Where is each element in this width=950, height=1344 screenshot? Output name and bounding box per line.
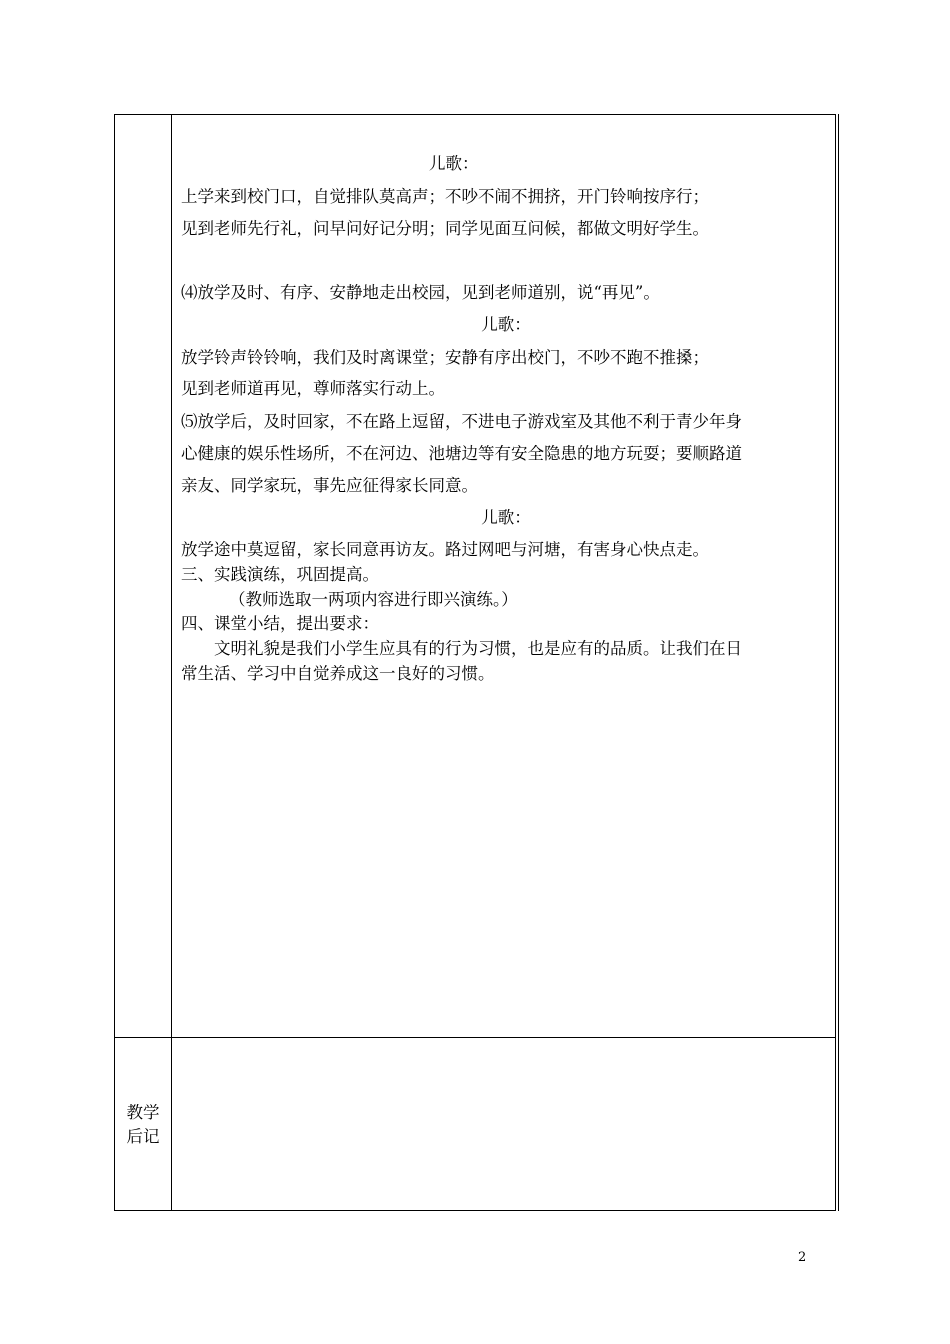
label-line-2: 后记 <box>126 1127 160 1146</box>
section-heading: 三、实践演练，巩固提高。 <box>181 565 379 584</box>
content-line: 心健康的娱乐性场所，不在河边、池塘边等有安全隐患的地方玩耍；要顺路道 <box>181 444 742 463</box>
content-line: 上学来到校门口，自觉排队莫高声；不吵不闹不拥挤，开门铃响按序行； <box>181 187 709 206</box>
teaching-notes-label <box>115 1101 171 1149</box>
label-line-1: 教学 <box>126 1103 160 1122</box>
content-line: ⑸放学后，及时回家，不在路上逗留，不进电子游戏室及其他不利于青少年身 <box>181 412 742 431</box>
content-line: 见到老师道再见，尊师落实行动上。 <box>181 379 445 398</box>
content-line: （教师选取一两项内容进行即兴演练。） <box>229 590 518 609</box>
column-divider <box>171 115 172 1210</box>
song-heading-2: 儿歌： <box>481 315 531 334</box>
content-line: 见到老师先行礼，问早问好记分明；同学见面互问候，都做文明好学生。 <box>181 219 709 238</box>
lesson-table <box>114 114 836 1211</box>
row-divider <box>115 1037 835 1038</box>
content-line: 文明礼貌是我们小学生应具有的行为习惯，也是应有的品质。让我们在日 <box>214 639 742 658</box>
song-heading-1: 儿歌： <box>429 154 479 173</box>
content-line: ⑷放学及时、有序、安静地走出校园，见到老师道别，说“再见”。 <box>181 283 660 302</box>
content-line: 放学铃声铃铃响，我们及时离课堂；安静有序出校门，不吵不跑不推搡； <box>181 348 709 367</box>
page-number: 2 <box>798 1250 807 1265</box>
content-line: 常生活、学习中自觉养成这一良好的习惯。 <box>181 664 495 683</box>
content-line: 亲友、同学家玩，事先应征得家长同意。 <box>181 476 478 495</box>
section-heading: 四、课堂小结，提出要求： <box>181 614 379 633</box>
song-heading-3: 儿歌： <box>481 508 531 527</box>
content-line: 放学途中莫逗留，家长同意再访友。路过网吧与河塘，有害身心快点走。 <box>181 540 709 559</box>
